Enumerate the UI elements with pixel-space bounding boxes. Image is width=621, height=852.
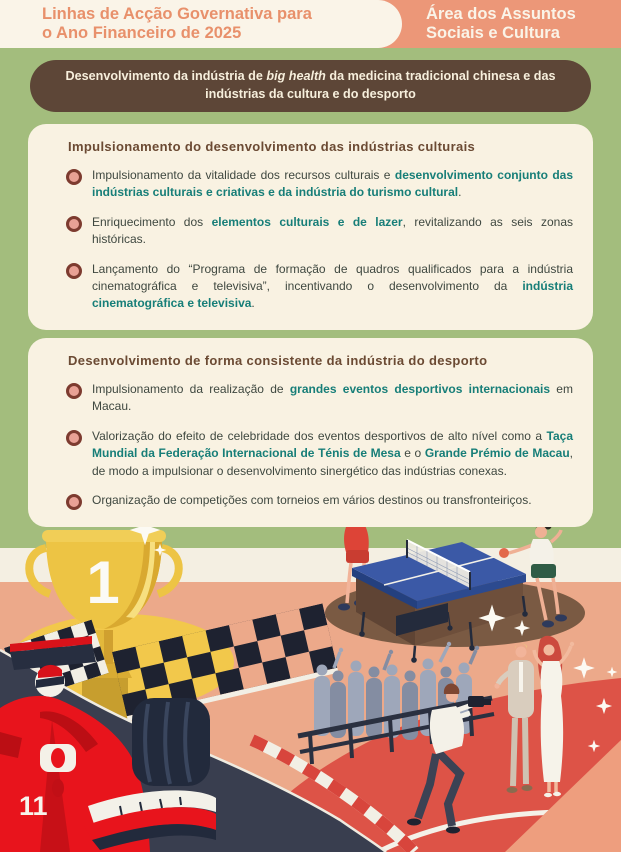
- bullet-text: [92, 381, 573, 416]
- bullet-item: [66, 428, 573, 480]
- bullet-text: [92, 261, 573, 313]
- bullet-item: [66, 167, 573, 202]
- bullet-segment-highlight: Taça Mundial da Federação Internacional de Ténis de Mesa: [92, 428, 573, 461]
- card-title: Impulsionamento do desenvolvimento das indústrias culturais: [68, 139, 476, 154]
- theme-banner-text: [30, 68, 591, 103]
- trophy-number: 1: [86, 549, 120, 616]
- bullet-icon: [66, 216, 82, 232]
- banner-text-pre: Desenvolvimento da indústria de: [65, 69, 267, 84]
- bullet-segment: .: [458, 185, 462, 200]
- bullet-text: [92, 428, 573, 480]
- document-title: [42, 5, 312, 43]
- section-title-line1: Área dos Assuntos: [426, 5, 576, 24]
- bullet-icon: [66, 383, 82, 399]
- header-right-panel: [402, 0, 621, 48]
- bullet-segment: em Macau.: [92, 382, 573, 414]
- bullet-segment: Lançamento do “Programa de formação de quadros qualificados para a indústria cinematográfica e televisiva”, incentivando o desenvolvimento da: [92, 261, 573, 293]
- bullet-segment-highlight: grandes eventos desportivos internacionais: [289, 382, 551, 396]
- bullet-icon: [66, 169, 82, 185]
- bullet-segment: Impulsionamento da vitalidade dos recursos culturais e: [92, 168, 395, 182]
- section-title: [426, 5, 576, 43]
- bullet-item: [66, 381, 573, 416]
- document-title-line2: o Ano Financeiro de 2025: [42, 24, 242, 42]
- bullet-text: [92, 492, 532, 510]
- bullet-icon: [66, 494, 82, 510]
- illustration: [0, 500, 621, 852]
- bullet-segment: Valorização do efeito de celebridade dos eventos desportivos de alto nível como a: [92, 428, 547, 443]
- bullet-segment-highlight: Grande Prémio de Macau: [424, 446, 570, 461]
- bullet-segment: , revitalizando as seis zonas históricas.: [92, 214, 573, 247]
- bullet-item: [66, 261, 573, 313]
- section-title-line2: Sociais e Cultura: [426, 24, 560, 42]
- card-title: Desenvolvimento de forma consistente da indústria do desporto: [68, 353, 488, 368]
- bullet-item: [66, 214, 573, 249]
- card-sport-industry: [28, 338, 593, 527]
- bullet-icon: [66, 430, 82, 446]
- banner-text-post: da medicina tradicional chinesa e das indústrias da cultura e do desporto: [205, 69, 556, 101]
- page-number: 11: [19, 791, 48, 821]
- bullet-segment: Organização de competições com torneios em vários destinos ou transfronteiriços.: [92, 492, 532, 507]
- bullet-segment-highlight: indústria cinematográfica e televisiva: [92, 278, 573, 311]
- card-cultural-industries: [28, 124, 593, 330]
- bullet-icon: [66, 263, 82, 279]
- header-left-panel: [0, 0, 402, 48]
- bullet-segment: Enriquecimento dos: [92, 214, 212, 229]
- theme-banner: [30, 60, 591, 112]
- bullet-text: [92, 214, 573, 249]
- document-title-line1: Linhas de Acção Governativa para: [42, 5, 312, 24]
- bullet-segment: , de modo a impulsionar o desenvolvimento sinergético das indústrias conexas.: [92, 446, 574, 478]
- bullet-segment: .: [251, 296, 255, 311]
- bullet-segment-highlight: elementos culturais e de lazer: [211, 214, 403, 229]
- bullet-segment: e o: [400, 446, 425, 461]
- bullet-item: [66, 492, 573, 510]
- banner-text-italic: big health: [266, 69, 326, 84]
- bullet-segment: Impulsionamento da realização de: [92, 382, 290, 396]
- bullet-text: [92, 167, 573, 202]
- bullet-segment-highlight: desenvolvimento conjunto das indústrias culturais e criativas e da indústria do turismo cultural: [92, 168, 573, 200]
